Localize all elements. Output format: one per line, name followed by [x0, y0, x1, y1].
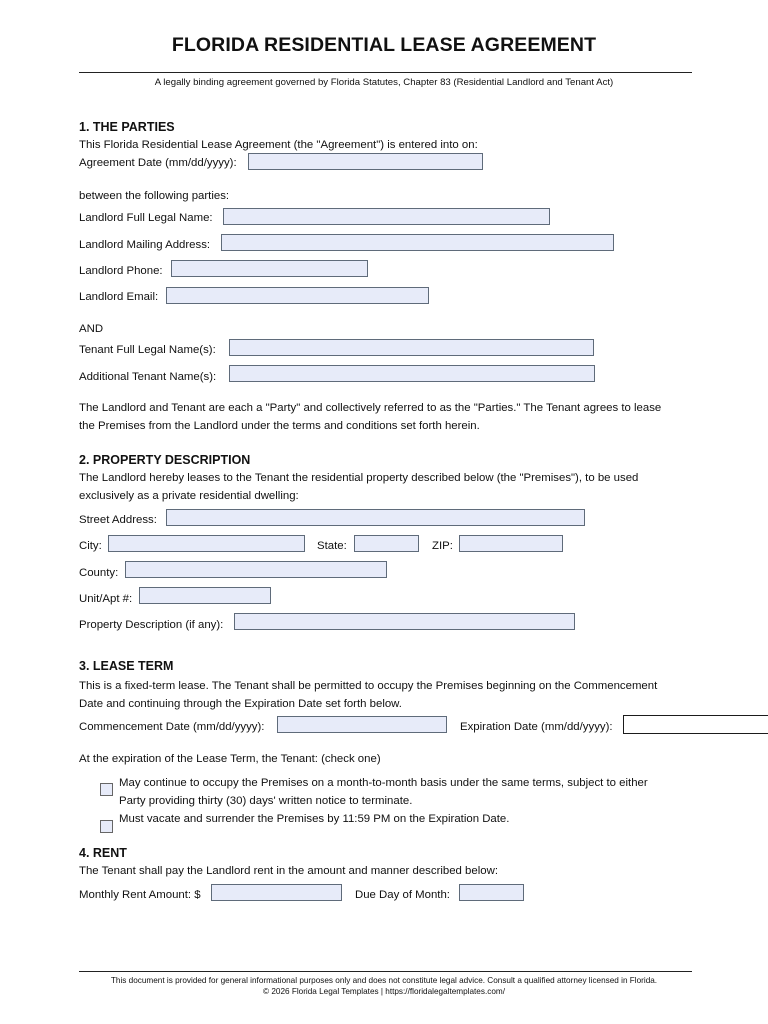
section-heading-rent: 4. RENT — [79, 846, 127, 860]
property-intro-line2: exclusively as a private residential dwelling: — [79, 490, 299, 502]
state-field[interactable] — [354, 535, 419, 552]
lease-term-intro-line1: This is a fixed-term lease. The Tenant shall be permitted to occupy the Premises beginning on the Commencement — [79, 680, 658, 692]
agreement-date-field[interactable] — [248, 153, 483, 170]
vacate-checkbox[interactable] — [100, 820, 113, 833]
additional-tenant-field[interactable] — [229, 365, 595, 382]
county-label: County: — [79, 567, 119, 579]
lease-term-intro-line2: Date and continuing through the Expiration Date set forth below. — [79, 698, 402, 710]
expiration-prompt: At the expiration of the Lease Term, the Tenant: (check one) — [79, 753, 381, 765]
due-day-label: Due Day of Month: — [355, 889, 450, 901]
property-description-field[interactable] — [234, 613, 575, 630]
landlord-email-label: Landlord Email: — [79, 291, 159, 303]
commencement-date-label: Commencement Date (mm/dd/yyyy): — [79, 721, 265, 733]
month-to-month-option-line2: Party providing thirty (30) days' written notice to terminate. — [119, 795, 413, 807]
street-address-label: Street Address: — [79, 514, 157, 526]
title-divider — [79, 72, 692, 73]
month-to-month-option-line1: May continue to occupy the Premises on a month-to-month basis under the same terms, subject to either — [119, 777, 648, 789]
footer-divider — [79, 971, 692, 972]
county-field[interactable] — [125, 561, 387, 578]
landlord-phone-label: Landlord Phone: — [79, 265, 163, 277]
rent-intro: The Tenant shall pay the Landlord rent in the amount and manner described below: — [79, 865, 498, 877]
document-title: FLORIDA RESIDENTIAL LEASE AGREEMENT — [171, 34, 597, 56]
monthly-rent-label: Monthly Rent Amount: $ — [79, 889, 201, 901]
parties-intro: This Florida Residential Lease Agreement (the "Agreement") is entered into on: — [79, 139, 478, 151]
unit-field[interactable] — [139, 587, 271, 604]
parties-closing-line2: the Premises from the Landlord under the terms and conditions set forth herein. — [79, 420, 480, 432]
additional-tenant-label: Additional Tenant Name(s): — [79, 371, 217, 383]
landlord-name-field[interactable] — [223, 208, 550, 225]
city-label: City: — [79, 540, 102, 552]
section-heading-property: 2. PROPERTY DESCRIPTION — [79, 453, 251, 467]
between-text: between the following parties: — [79, 190, 230, 202]
property-intro-line1: The Landlord hereby leases to the Tenant the residential property described below (the "Premises"), to be used — [79, 472, 639, 484]
property-description-label: Property Description (if any): — [79, 619, 224, 631]
landlord-email-field[interactable] — [166, 287, 429, 304]
parties-closing-line1: The Landlord and Tenant are each a "Party" and collectively referred to as the "Parties." The Tenant agrees to lease — [79, 402, 662, 414]
footer-copyright: © 2026 Florida Legal Templates | https://floridalegaltemplates.com/ — [263, 987, 505, 996]
street-address-field[interactable] — [166, 509, 585, 526]
vacate-option: Must vacate and surrender the Premises by 11:59 PM on the Expiration Date. — [119, 813, 510, 825]
unit-label: Unit/Apt #: — [79, 593, 133, 605]
and-text: AND — [79, 323, 104, 335]
document-subtitle: A legally binding agreement governed by Florida Statutes, Chapter 83 (Residential Landlord and Tenant Act) — [154, 77, 614, 88]
state-label: State: — [317, 540, 347, 552]
expiration-date-field[interactable] — [623, 715, 768, 734]
commencement-date-field[interactable] — [277, 716, 447, 733]
due-day-field[interactable] — [459, 884, 524, 901]
expiration-date-label: Expiration Date (mm/dd/yyyy): — [460, 721, 613, 733]
tenant-name-label: Tenant Full Legal Name(s): — [79, 344, 216, 356]
landlord-address-field[interactable] — [221, 234, 614, 251]
footer-disclaimer: This document is provided for general informational purposes only and does not constitute legal advice. Consult a qualified attorney licensed in Florida. — [110, 976, 658, 985]
landlord-phone-field[interactable] — [171, 260, 368, 277]
agreement-date-label: Agreement Date (mm/dd/yyyy): — [79, 157, 237, 169]
month-to-month-checkbox[interactable] — [100, 783, 113, 796]
city-field[interactable] — [108, 535, 305, 552]
section-heading-parties: 1. THE PARTIES — [79, 120, 175, 134]
section-heading-lease-term: 3. LEASE TERM — [79, 659, 174, 673]
tenant-name-field[interactable] — [229, 339, 594, 356]
zip-field[interactable] — [459, 535, 563, 552]
landlord-name-label: Landlord Full Legal Name: — [79, 212, 213, 224]
landlord-address-label: Landlord Mailing Address: — [79, 239, 211, 251]
monthly-rent-field[interactable] — [211, 884, 342, 901]
zip-label: ZIP: — [432, 540, 453, 552]
